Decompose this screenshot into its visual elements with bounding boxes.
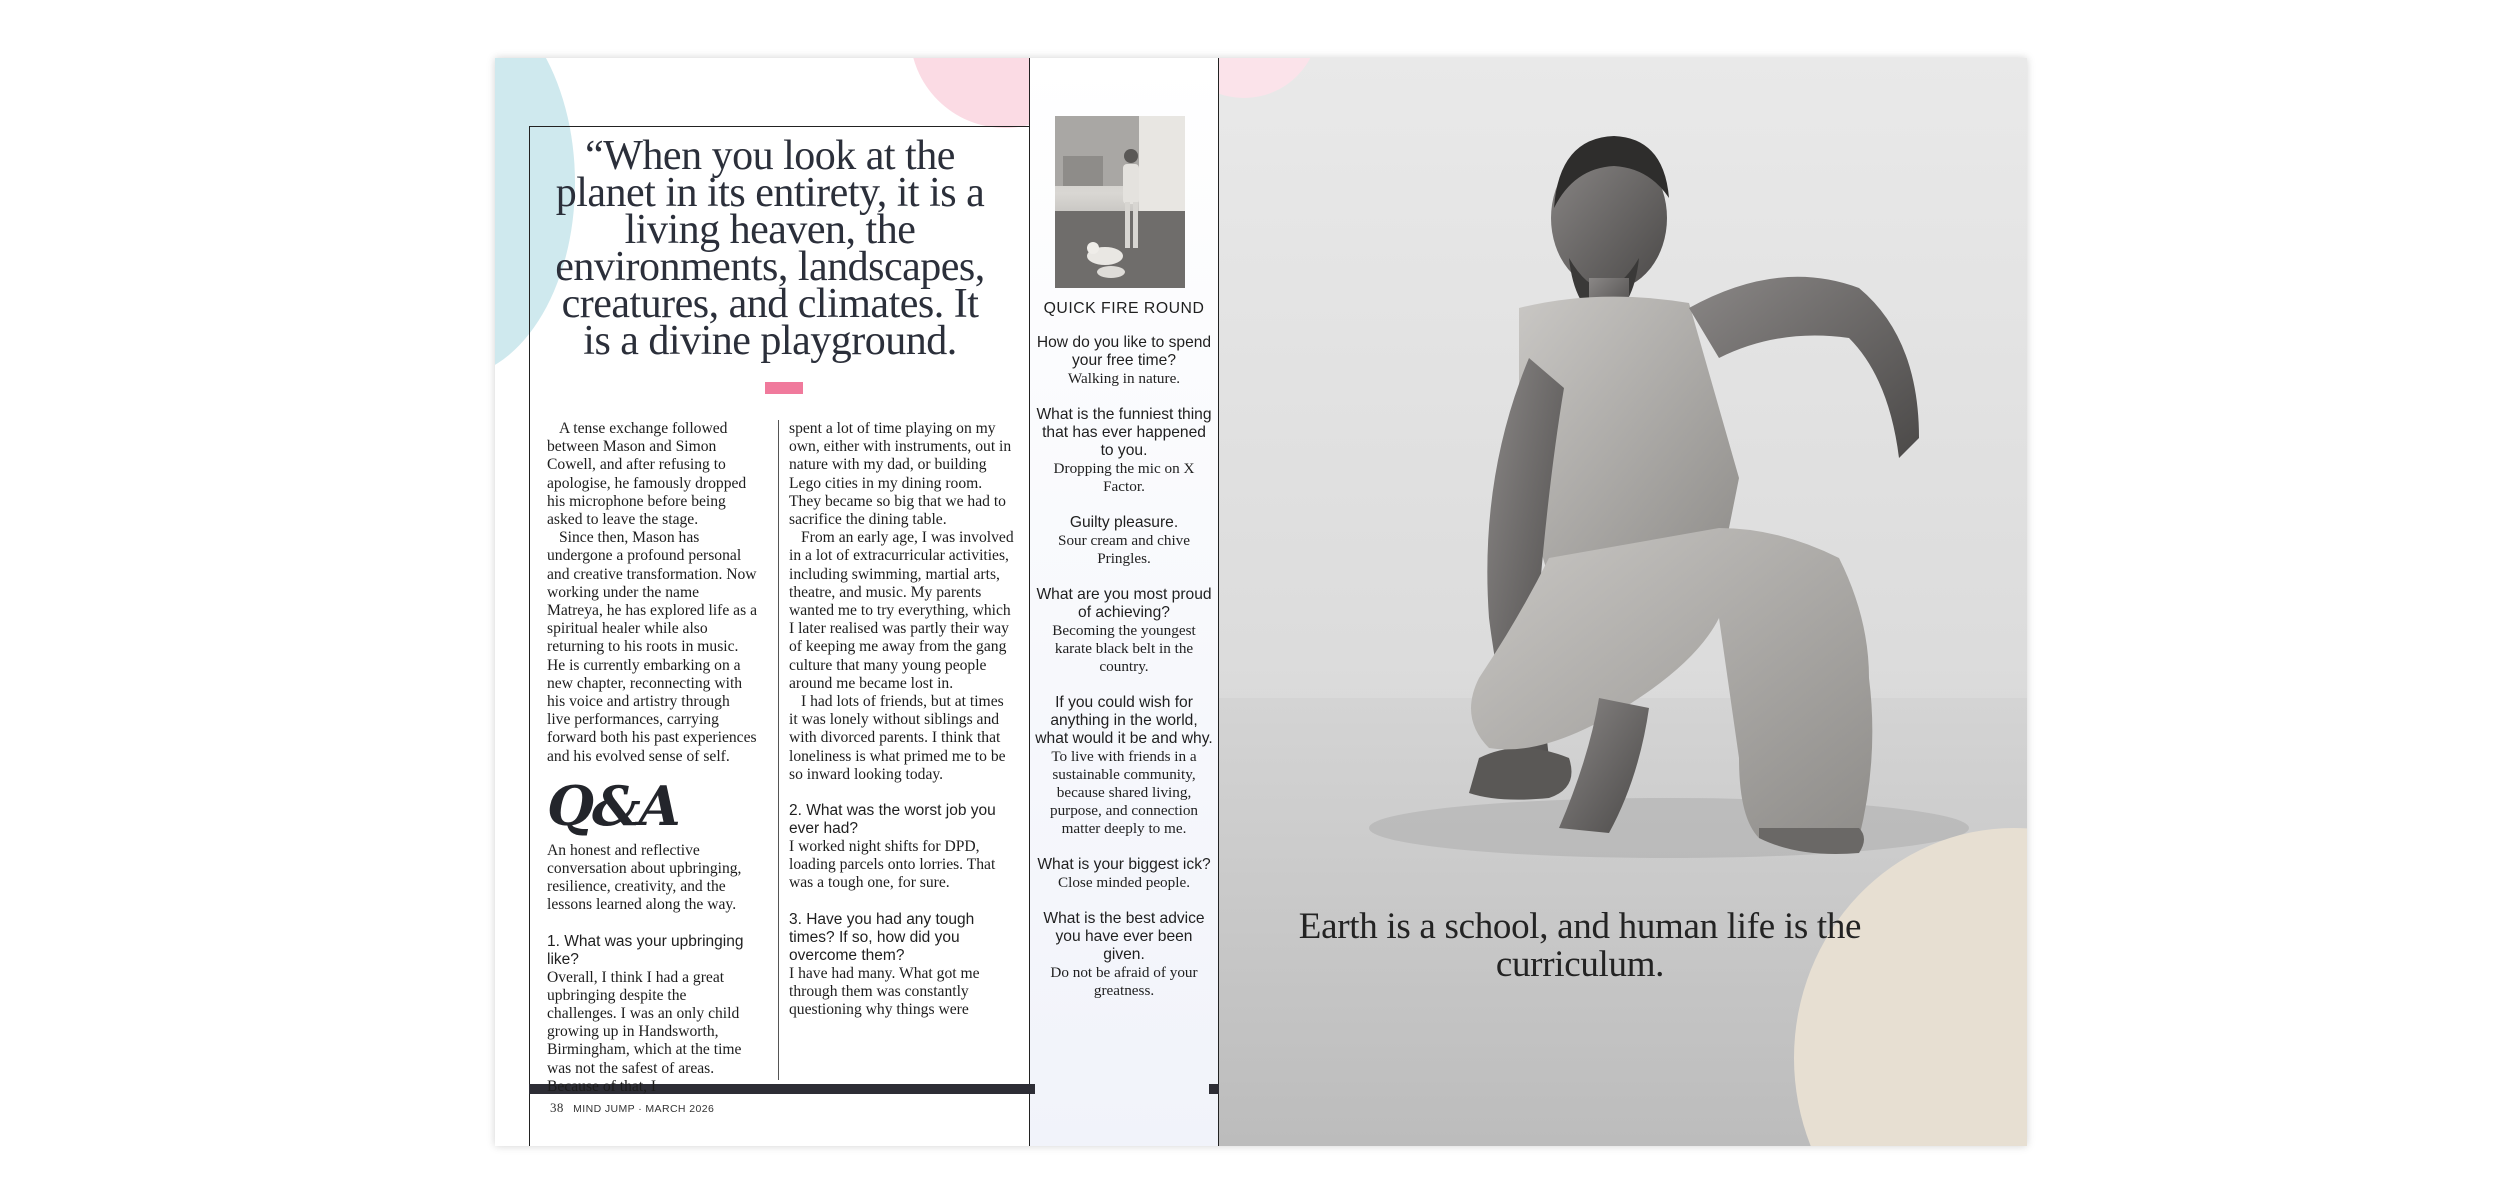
- left-page: [495, 58, 1219, 1146]
- footer-text: MIND JUMP · MARCH 2026: [573, 1103, 715, 1115]
- quick-fire-question: How do you like to spend your free time?: [1036, 334, 1212, 369]
- quick-fire-title: QUICK FIRE ROUND: [1043, 300, 1205, 317]
- page-number: 38: [550, 1100, 564, 1115]
- question-1: 1. What was your upbringing like?: [547, 932, 744, 968]
- intro-paragraph: Since then, Mason has undergone a profound personal and creative transformation. Now working under the name Matreya, he has explored life as a spiritual healer while also returning to his roots in music. He is currently embarking on a new chapter, reconnecting with his voice and artistry through live performances, carrying forward both his past experiences and his evolved sense of self.: [547, 529, 757, 765]
- accent-bar: [765, 382, 803, 394]
- answer-1-paragraph-3: I had lots of friends, but at times it was lonely without siblings and with divorced parents. I think that loneliness is what primed me to be so inward looking today.: [789, 693, 1006, 783]
- quick-fire-item: [1035, 514, 1213, 568]
- quick-fire-question: What is the best advice you have ever been given.: [1043, 910, 1205, 963]
- question-2: 2. What was the worst job you ever had?: [789, 802, 996, 838]
- quick-fire-item: [1035, 334, 1213, 388]
- answer-1-paragraph-2: From an early age, I was involved in a lot of extracurricular activities, including swimming, martial arts, theatre, and music. My parents wanted me to try everything, which I later realised was partly their way of keeping me away from the gang culture that many young people around me became lost in.: [789, 529, 1014, 692]
- bottom-rule-end: [1209, 1084, 1219, 1094]
- frame-left-line: [529, 126, 530, 1146]
- answer-1-part-1: Overall, I think I had a great upbringing despite the challenges. I was an only child growing up in Handsworth, Birmingham, which at the time was not the safest of areas. Because of that, I: [547, 968, 742, 1095]
- quick-fire-answer: Do not be afraid of your greatness.: [1050, 964, 1198, 999]
- question-3: 3. Have you had any tough times? If so, how did you overcome them?: [789, 910, 975, 964]
- qa-intro: An honest and reflective conversation about upbringing, resilience, creativity, and the lessons learned along the way.: [547, 841, 742, 914]
- quick-fire-list: [1035, 334, 1213, 1018]
- quick-fire-answer: To live with friends in a sustainable community, because shared living, purpose, and connection matter deeply to me.: [1049, 748, 1199, 837]
- article-column-1: [547, 420, 757, 1096]
- page-footer: [550, 1100, 714, 1116]
- quick-fire-item: [1035, 694, 1213, 838]
- answer-1-part-2: spent a lot of time playing on my own, either with instruments, out in nature with my dad, or building Lego cities in my dining room. They became so big that we had to sacrifice the dining table.: [789, 420, 1012, 529]
- quick-fire-item: [1035, 586, 1213, 676]
- pull-quote: “When you look at the planet in its entirety, it is a living heaven, the environments, landscapes, creatures, and climates. It is a divine playground.: [555, 133, 985, 364]
- photo-caption: Earth is a school, and human life is the curriculum.: [1298, 906, 1862, 985]
- magazine-spread: [495, 58, 2027, 1146]
- quick-fire-question: Guilty pleasure.: [1069, 514, 1179, 531]
- quick-fire-question: If you could wish for anything in the world, what would it be and why.: [1035, 694, 1213, 747]
- right-page: [1219, 58, 2027, 1146]
- quick-fire-answer: Walking in nature.: [1067, 370, 1181, 387]
- sidebar-photo: [1055, 116, 1185, 288]
- quick-fire-item: [1035, 406, 1213, 496]
- sidebar-left-line: [1029, 58, 1030, 1146]
- quick-fire-item: [1035, 856, 1213, 892]
- quick-fire-answer: Dropping the mic on X Factor.: [1053, 460, 1195, 495]
- quick-fire-question: What is the funniest thing that has ever happened to you.: [1036, 406, 1212, 459]
- frame-top-line: [529, 126, 1029, 127]
- qa-heading: Q&A: [547, 773, 679, 838]
- answer-2: I worked night shifts for DPD, loading parcels onto lorries. That was a tough one, for sure.: [789, 838, 996, 892]
- quick-fire-item: [1035, 910, 1213, 1000]
- intro-paragraph: A tense exchange followed between Mason and Simon Cowell, and after refusing to apologise, he famously dropped his microphone before being asked to leave the stage.: [547, 420, 747, 529]
- quick-fire-question: What is your biggest ick?: [1037, 856, 1211, 873]
- quick-fire-question: What are you most proud of achieving?: [1036, 586, 1212, 621]
- quick-fire-answer: Becoming the youngest karate black belt in the country.: [1052, 622, 1196, 675]
- answer-3: I have had many. What got me through them was constantly questioning why things were: [789, 964, 980, 1019]
- quick-fire-answer: Sour cream and chive Pringles.: [1058, 532, 1190, 567]
- quick-fire-answer: Close minded people.: [1057, 874, 1191, 891]
- article-column-2: [789, 420, 1014, 1019]
- column-divider: [778, 420, 779, 1080]
